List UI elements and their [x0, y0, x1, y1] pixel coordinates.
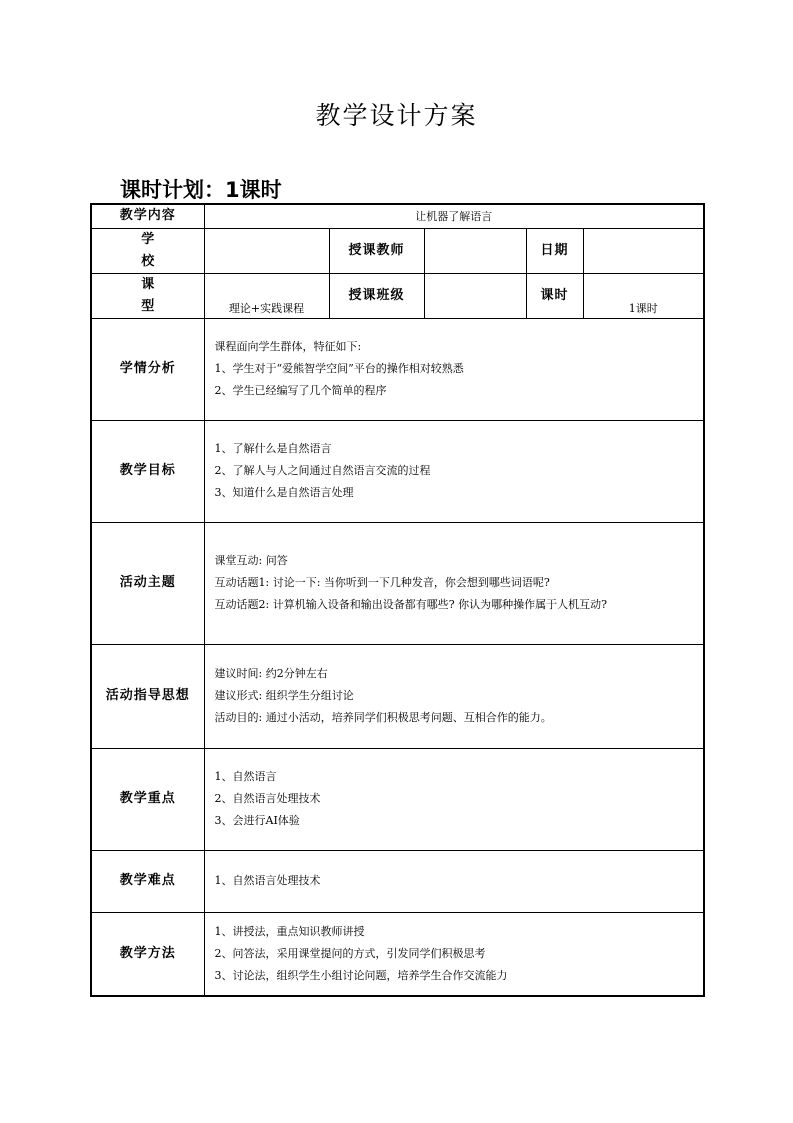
label-type: 课型 [91, 273, 204, 318]
content-guide [204, 644, 704, 748]
row-type [91, 273, 704, 318]
difficult-line: 1、自然语言处理技术 [214, 874, 321, 887]
row-school [91, 228, 704, 273]
guide-line: 活动目的: 通过小活动，培养同学们积极思考问题、互相合作的能力。 [214, 711, 552, 724]
value-date [583, 228, 704, 273]
lesson-plan-table [90, 203, 705, 997]
label-activity: 活动主题 [91, 522, 204, 644]
row-guide [91, 644, 704, 748]
lesson-plan-heading: 课时计划：1课时 [120, 178, 282, 202]
value-type: 理论+实践课程 [204, 273, 329, 318]
key-line: 1、自然语言 [214, 770, 277, 783]
method-line: 3、讨论法，组织学生小组讨论问题，培养学生合作交流能力 [214, 968, 508, 982]
label-date: 日期 [526, 228, 583, 273]
row-activity [91, 522, 704, 644]
content-difficult [204, 850, 704, 912]
content-activity [204, 522, 704, 644]
row-analysis [91, 318, 704, 420]
label-class: 授课班级 [329, 273, 424, 318]
label-goals: 教学目标 [91, 420, 204, 522]
method-line: 1、讲授法，重点知识教师讲授 [214, 924, 365, 938]
content-key [204, 748, 704, 850]
content-method [204, 912, 704, 996]
row-key [91, 748, 704, 850]
label-hours: 课时 [526, 273, 583, 318]
analysis-line: 课程面向学生群体，特征如下: [214, 340, 362, 353]
row-difficult [91, 850, 704, 912]
value-hours: 1课时 [583, 273, 704, 318]
label-teacher: 授课教师 [329, 228, 424, 273]
activity-line: 课堂互动: 问答 [214, 554, 288, 567]
row-method [91, 912, 704, 996]
value-content: 让机器了解语言 [204, 204, 704, 228]
guide-line: 建议形式: 组织学生分组讨论 [214, 689, 354, 702]
goal-line: 3、知道什么是自然语言处理 [214, 486, 354, 499]
goal-line: 1、了解什么是自然语言 [214, 442, 332, 455]
document-title: 教学设计方案 [315, 101, 478, 130]
label-guide: 活动指导思想 [91, 644, 204, 748]
guide-line: 建议时间: 约2分钟左右 [214, 667, 328, 680]
label-difficult: 教学难点 [91, 850, 204, 912]
key-line: 2、自然语言处理技术 [214, 792, 321, 805]
value-teacher [424, 228, 526, 273]
goal-line: 2、了解人与人之间通过自然语言交流的过程 [214, 464, 431, 477]
label-analysis: 学情分析 [91, 318, 204, 420]
label-content: 教学内容 [91, 204, 204, 228]
value-class [424, 273, 526, 318]
label-key: 教学重点 [91, 748, 204, 850]
analysis-line: 2、学生已经编写了几个简单的程序 [214, 384, 387, 397]
label-school: 学校 [91, 228, 204, 273]
content-goals [204, 420, 704, 522]
value-school [204, 228, 329, 273]
method-line: 2、问答法，采用课堂提问的方式，引发同学们积极思考 [214, 946, 486, 960]
key-line: 3、会进行AI体验 [214, 814, 300, 827]
label-method: 教学方法 [91, 912, 204, 996]
analysis-line: 1、学生对于“爱熊智学空间”平台的操作相对较熟悉 [214, 362, 464, 375]
row-content [91, 204, 704, 228]
activity-line: 互动话题2: 计算机输入设备和输出设备都有哪些? 你认为哪种操作属于人机互动? [214, 598, 607, 611]
content-analysis [204, 318, 704, 420]
row-goals [91, 420, 704, 522]
activity-line: 互动话题1: 讨论一下: 当你听到一下几种发音，你会想到哪些词语呢? [214, 576, 550, 589]
